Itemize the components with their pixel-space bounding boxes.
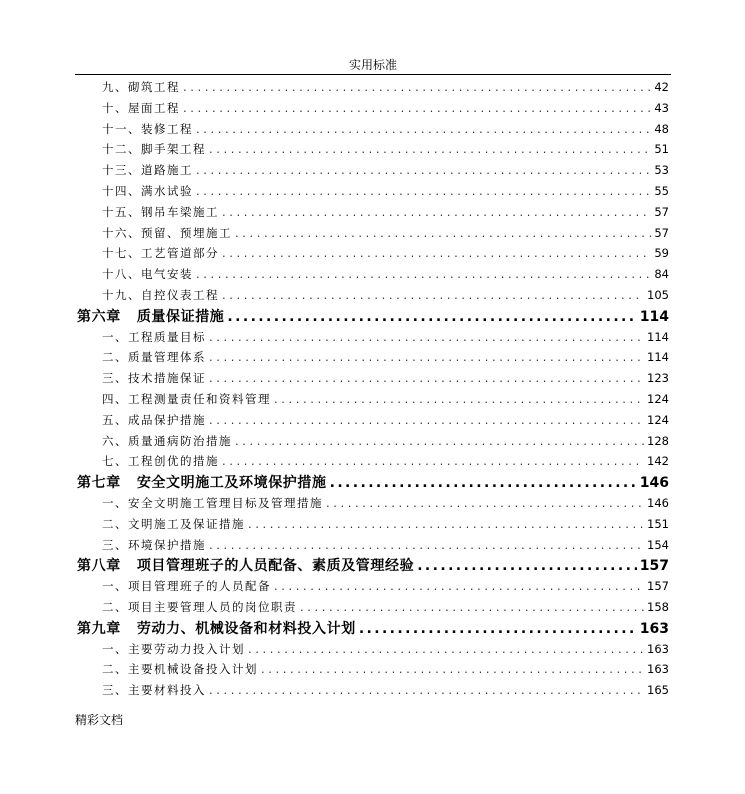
- toc-entry-label: [77, 618, 356, 638]
- toc-entry-label: 三、环境保护措施: [102, 537, 206, 552]
- toc-page-number: 53: [654, 163, 669, 178]
- toc-section-entry[interactable]: [75, 430, 669, 451]
- toc-page-number: 51: [654, 142, 669, 157]
- toc-dot-leader: [209, 330, 644, 344]
- toc-dot-leader: [222, 454, 644, 468]
- toc-section-entry[interactable]: [75, 284, 669, 305]
- toc-page-number: 114: [647, 329, 669, 344]
- toc-entry-label: 六、质量通病防治措施: [102, 433, 232, 448]
- toc-section-entry[interactable]: [75, 450, 669, 471]
- toc-page-number: 124: [647, 391, 669, 406]
- toc-chapter-entry[interactable]: [75, 305, 669, 326]
- toc-chapter-title: 劳动力、机械设备和材料投入计划: [136, 620, 356, 637]
- toc-entry-label: 二、文明施工及保证措施: [102, 516, 245, 531]
- toc-dot-leader: [261, 662, 644, 676]
- toc-page-number: 163: [639, 620, 669, 637]
- toc-page-number: 157: [639, 558, 669, 575]
- table-of-contents: [75, 76, 669, 700]
- header-divider: [75, 74, 671, 75]
- toc-dot-leader: [209, 142, 651, 156]
- toc-entry-label: 五、成品保护措施: [102, 412, 206, 427]
- toc-dot-leader: [209, 350, 644, 364]
- toc-section-entry[interactable]: [75, 180, 669, 201]
- toc-section-entry[interactable]: [75, 388, 669, 409]
- toc-section-entry[interactable]: [75, 575, 669, 596]
- toc-section-entry[interactable]: [75, 201, 669, 222]
- toc-dot-leader: [330, 475, 637, 491]
- toc-page-number: 157: [647, 579, 669, 594]
- toc-dot-leader: [359, 621, 637, 637]
- toc-dot-leader: [183, 80, 651, 94]
- toc-dot-leader: [248, 517, 644, 531]
- toc-dot-leader: [274, 579, 644, 593]
- toc-dot-leader: [196, 267, 651, 281]
- toc-dot-leader: [222, 205, 651, 219]
- toc-section-entry[interactable]: [75, 326, 669, 347]
- toc-page-number: 124: [647, 412, 669, 427]
- toc-chapter-title: 质量保证措施: [136, 308, 225, 325]
- toc-section-entry[interactable]: [75, 492, 669, 513]
- toc-page-number: 114: [639, 308, 669, 325]
- toc-section-entry[interactable]: [75, 658, 669, 679]
- toc-entry-label: 十四、满水试验: [102, 183, 193, 198]
- toc-page-number: 163: [647, 662, 669, 677]
- toc-entry-label: 三、技术措施保证: [102, 371, 206, 386]
- toc-entry-label: 七、工程创优的措施: [102, 454, 219, 469]
- toc-entry-label: 十七、工艺管道部分: [102, 246, 219, 261]
- toc-entry-label: [77, 306, 224, 326]
- toc-entry-label: 二、质量管理体系: [102, 350, 206, 365]
- toc-chapter-number: 第六章: [77, 308, 121, 325]
- toc-dot-leader: [222, 246, 651, 260]
- toc-page-number: 43: [654, 100, 669, 115]
- toc-page-number: 57: [654, 225, 669, 240]
- toc-section-entry[interactable]: [75, 367, 669, 388]
- toc-section-entry[interactable]: [75, 534, 669, 555]
- toc-entry-label: 四、工程测量责任和资料管理: [102, 391, 271, 406]
- toc-dot-leader: [196, 184, 651, 198]
- toc-page-number: 158: [647, 599, 669, 614]
- toc-chapter-number: 第七章: [77, 475, 121, 492]
- toc-entry-label: 一、工程质量目标: [102, 329, 206, 344]
- toc-dot-leader: [209, 413, 644, 427]
- toc-dot-leader: [300, 600, 644, 614]
- toc-dot-leader: [209, 371, 644, 385]
- toc-page-number: 48: [654, 121, 669, 136]
- toc-dot-leader: [209, 538, 644, 552]
- toc-page-number: 163: [647, 641, 669, 656]
- toc-page-number: 165: [647, 683, 669, 698]
- toc-entry-label: 九、砌筑工程: [102, 80, 180, 94]
- toc-page-number: 123: [647, 371, 669, 386]
- toc-section-entry[interactable]: [75, 222, 669, 243]
- toc-chapter-number: 第九章: [77, 620, 121, 637]
- toc-entry-label: 十五、钢吊车梁施工: [102, 204, 219, 219]
- toc-section-entry[interactable]: [75, 118, 669, 139]
- toc-chapter-entry[interactable]: [75, 554, 669, 575]
- toc-dot-leader: [235, 226, 651, 240]
- page-header: 实用标准: [348, 58, 397, 72]
- toc-dot-leader: [248, 642, 644, 656]
- toc-chapter-entry[interactable]: [75, 471, 669, 492]
- toc-page-number: 151: [647, 516, 669, 531]
- toc-page-number: 142: [647, 454, 669, 469]
- toc-page-number: 42: [654, 80, 669, 94]
- toc-page-number: 59: [654, 246, 669, 261]
- toc-entry-label: 十、屋面工程: [102, 100, 180, 115]
- toc-page-number: 154: [647, 537, 669, 552]
- toc-page-number: 84: [654, 267, 669, 282]
- toc-entry-label: 二、项目主要管理人员的岗位职责: [102, 599, 297, 614]
- toc-entry-label: 十二、脚手架工程: [102, 142, 206, 157]
- toc-section-entry[interactable]: [75, 76, 669, 97]
- toc-entry-label: 二、主要机械设备投入计划: [102, 662, 258, 677]
- toc-entry-label: 十六、预留、预埋施工: [102, 225, 232, 240]
- toc-dot-leader: [235, 434, 644, 448]
- toc-page-number: 146: [639, 475, 669, 492]
- page-footer: 精彩文档: [75, 713, 124, 727]
- toc-section-entry[interactable]: [75, 679, 669, 700]
- toc-chapter-title: 安全文明施工及环境保护措施: [136, 475, 327, 492]
- toc-page-number: 128: [647, 433, 669, 448]
- toc-section-entry[interactable]: [75, 138, 669, 159]
- toc-entry-label: 十一、装修工程: [102, 121, 193, 136]
- toc-section-entry[interactable]: [75, 638, 669, 659]
- toc-page-number: 55: [654, 183, 669, 198]
- toc-entry-label: 十八、电气安装: [102, 267, 193, 282]
- toc-dot-leader: [227, 309, 636, 325]
- toc-page-number: 105: [647, 287, 669, 302]
- toc-section-entry[interactable]: [75, 513, 669, 534]
- toc-page-number: 57: [654, 204, 669, 219]
- toc-chapter-entry[interactable]: [75, 617, 669, 638]
- toc-entry-label: 三、主要材料投入: [102, 683, 206, 698]
- toc-section-entry[interactable]: [75, 159, 669, 180]
- toc-page-number: 146: [647, 495, 669, 510]
- toc-chapter-number: 第八章: [77, 558, 121, 575]
- toc-entry-label: 一、安全文明施工管理目标及管理措施: [102, 495, 323, 510]
- toc-section-entry[interactable]: [75, 409, 669, 430]
- toc-section-entry[interactable]: [75, 263, 669, 284]
- toc-dot-leader: [417, 558, 637, 574]
- toc-section-entry[interactable]: [75, 346, 669, 367]
- toc-dot-leader: [196, 122, 651, 136]
- toc-section-entry[interactable]: [75, 596, 669, 617]
- toc-dot-leader: [222, 288, 644, 302]
- toc-section-entry[interactable]: [75, 97, 669, 118]
- toc-dot-leader: [326, 496, 644, 510]
- toc-dot-leader: [274, 392, 644, 406]
- toc-entry-label: [77, 472, 327, 492]
- toc-page-number: 114: [647, 350, 669, 365]
- toc-chapter-title: 项目管理班子的人员配备、素质及管理经验: [136, 558, 415, 575]
- toc-dot-leader: [209, 683, 644, 697]
- toc-entry-label: 一、项目管理班子的人员配备: [102, 579, 271, 594]
- toc-entry-label: [77, 555, 414, 575]
- toc-section-entry[interactable]: [75, 242, 669, 263]
- toc-dot-leader: [183, 101, 651, 115]
- toc-entry-label: 一、主要劳动力投入计划: [102, 641, 245, 656]
- toc-dot-leader: [196, 163, 651, 177]
- toc-entry-label: 十三、道路施工: [102, 163, 193, 178]
- toc-entry-label: 十九、自控仪表工程: [102, 287, 219, 302]
